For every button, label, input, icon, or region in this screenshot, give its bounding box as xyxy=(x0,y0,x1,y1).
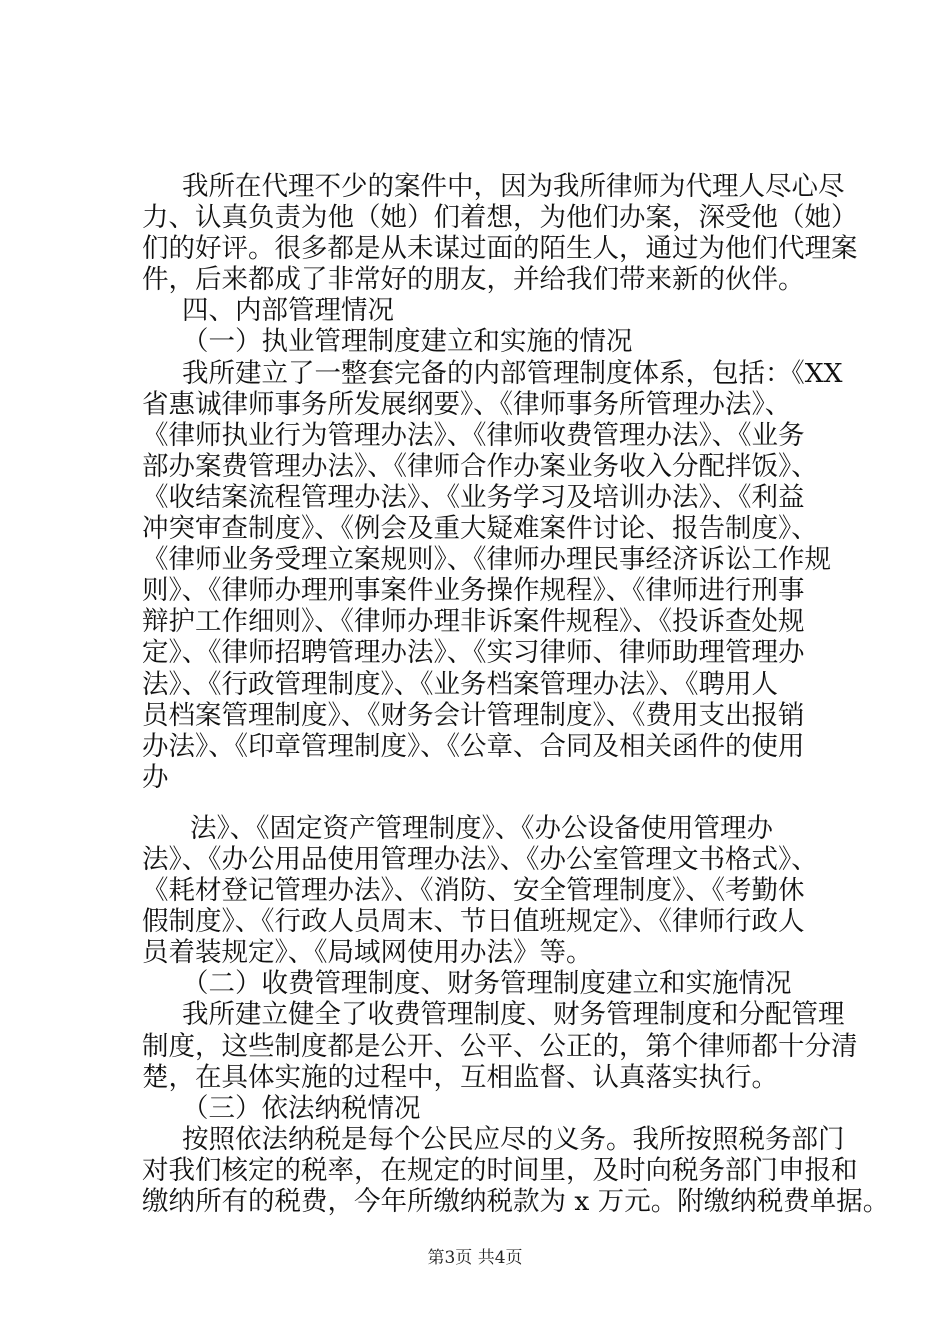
paragraph-line: 们的好评。很多都是从未谋过面的陌生人，通过为他们代理案 xyxy=(142,233,858,264)
paragraph-line: 法》、《固定资产管理制度》、《办公设备使用管理办 xyxy=(190,813,773,844)
paragraph-line: 《律师执业行为管理办法》、《律师收费管理办法》、《业务 xyxy=(142,420,805,451)
paragraph-line: 员档案管理制度》、《财务会计管理制度》、《费用支出报销 xyxy=(142,700,805,731)
paragraph-line: 员着装规定》、《局域网使用办法》等。 xyxy=(142,937,593,968)
paragraph-line: 省惠诚律师事务所发展纲要》、《律师事务所管理办法》、 xyxy=(142,389,792,420)
subsection-heading: （二）收费管理制度、财务管理制度建立和实施情况 xyxy=(182,968,792,999)
paragraph-line: 《律师业务受理立案规则》、《律师办理民事经济诉讼工作规 xyxy=(142,544,831,575)
paragraph-line: 《耗材登记管理办法》、《消防、安全管理制度》、《考勤休 xyxy=(142,875,805,906)
paragraph-line: 件，后来都成了非常好的朋友，并给我们带来新的伙伴。 xyxy=(142,264,805,295)
paragraph-line: 定》、《律师招聘管理办法》、《实习律师、律师助理管理办 xyxy=(142,637,805,668)
paragraph-line: 办法》、《印章管理制度》、《公章、合同及相关函件的使用 xyxy=(142,731,805,762)
paragraph-line: 按照依法纳税是每个公民应尽的义务。我所按照税务部门 xyxy=(182,1124,845,1155)
paragraph-line: 法》、《行政管理制度》、《业务档案管理办法》、《聘用人 xyxy=(142,669,778,700)
paragraph-line: 部办案费管理办法》、《律师合作办案业务收入分配拌饭》、 xyxy=(142,451,818,482)
subsection-heading: （一）执业管理制度建立和实施的情况 xyxy=(182,326,633,357)
paragraph-line: 《收结案流程管理办法》、《业务学习及培训办法》、《利益 xyxy=(142,482,805,513)
paragraph-line: 辩护工作细则》、《律师办理非诉案件规程》、《投诉查处规 xyxy=(142,606,805,637)
paragraph-line: 制度，这些制度都是公开、公平、公正的，第个律师都十分清 xyxy=(142,1031,858,1062)
paragraph-line: 假制度》、《行政人员周末、节日值班规定》、《律师行政人 xyxy=(142,906,805,937)
paragraph-line: 对我们核定的税率，在规定的时间里，及时向税务部门申报和 xyxy=(142,1155,858,1186)
paragraph-line: 我所建立了一整套完备的内部管理制度体系，包括：《XX xyxy=(182,358,843,389)
paragraph-line: 办 xyxy=(142,762,169,793)
subsection-heading: （三）依法纳税情况 xyxy=(182,1093,421,1124)
paragraph-line: 法》、《办公用品使用管理办法》、《办公室管理文书格式》、 xyxy=(142,844,818,875)
section-heading: 四、内部管理情况 xyxy=(182,295,394,326)
paragraph-line: 我所在代理不少的案件中，因为我所律师为代理人尽心尽 xyxy=(182,171,845,202)
paragraph-line: 楚，在具体实施的过程中，互相监督、认真落实执行。 xyxy=(142,1062,778,1093)
paragraph-line: 冲突审查制度》、《例会及重大疑难案件讨论、报告制度》、 xyxy=(142,513,818,544)
page-number-footer: 第3页 共4页 xyxy=(427,1248,523,1268)
paragraph-line: 缴纳所有的税费，今年所缴纳税款为 x 万元。附缴纳税费单据。 xyxy=(142,1186,890,1217)
paragraph-line: 力、认真负责为他（她）们着想，为他们办案，深受他（她） xyxy=(142,202,858,233)
paragraph-line: 则》、《律师办理刑事案件业务操作规程》、《律师进行刑事 xyxy=(142,575,805,606)
paragraph-line: 我所建立健全了收费管理制度、财务管理制度和分配管理 xyxy=(182,999,845,1030)
